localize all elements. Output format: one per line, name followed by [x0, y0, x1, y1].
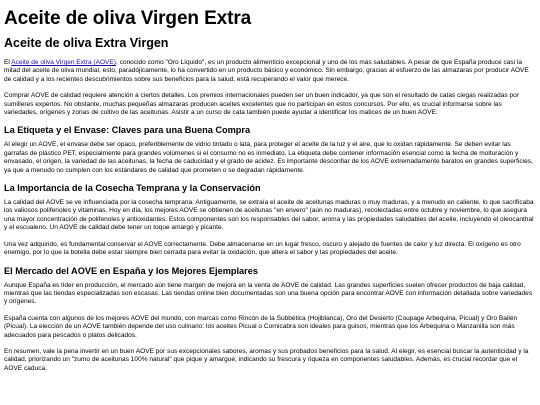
section-heading-harvest: La Importancia de la Cosecha Temprana y la Conservación — [4, 183, 261, 194]
intro-paragraph — [4, 59, 536, 84]
page-title: Aceite de oliva Virgen Extra — [4, 8, 252, 29]
conservation-paragraph: Una vez adquirido, es fundamental conservar el AOVE correctamente. Debe almacenarse en un lugar fresco, oscuro y alejado de fuentes de calor y luz directa. El oxígeno es otro enemigo, por lo que la botella debe estar siempre bien cerrada para evitar la oxidación, que altera el sabor y las propiedades del aceite. — [4, 240, 521, 257]
harvest-paragraph: La calidad del AOVE se ve influenciada por la cosecha temprana. Antiguamente, se extraía el aceite de aceitunas maduras o muy maduras, y a menudo en caliente, lo que sacrificaba los valiosos polifenoles y vitaminas. Hoy en día, los mejores AOVE se obtienen de aceitunas "en envero" (aún no maduras), recolectadas entre octubre y noviembre, lo que asegura una mayor concentración de polifenoles y antioxidantes. Estos componentes son los responsables del sabor, aroma y las propiedades saludables del aceite, incluyendo el oleocanthal y el escualeno. Un AOVE de calidad debe tener un toque amargo y picante. — [4, 199, 534, 232]
summary-paragraph: En resumen, vale la pena invertir en un buen AOVE por sus excepcionales sabores, aromas y sus probados beneficios para la salud. Al elegir, es esencial buscar la autenticidad y la calidad, priorizando un "zumo de aceitunas 100% natural" que pique y amargue, indicando su frescura y riqueza en componentes saludables. Además, es crucial recordar que el AOVE caduca. — [4, 347, 529, 372]
brands-paragraph: España cuenta con algunos de los mejores AOVE del mundo, con marcas como Rincón de la Subbética (Hojiblanca), Oro del Desierto (Coupage Arbequina, Picual) y Oro Bailén (Picual). La elección de un AOVE también depende del uso culinario: los aceites Picual o Cornicabra son ideales para guisos, mientras que los Arbequina o Manzanilla son más adecuados para pescados o platos delicados. — [4, 314, 518, 339]
article-subtitle: Aceite de oliva Extra Virgen — [4, 36, 169, 50]
section-heading-market: El Mercado del AOVE en España y los Mejores Ejemplares — [4, 265, 258, 276]
intro-text-after: , conocido como "Oro Líquido", es un producto alimenticio excepcional y uno de los más saludables. A pesar de que España produce casi la mitad del aceite de oliva mundial, esto, paradójicamente, lo ha convertido en un producto básico y económico. Sin embargo, gracias al esfuerzo de las almazaras por producir AOVE de calidad y a los recientes descubrimientos sobre sus beneficios para la salud, está recuperando el valor que merece. — [4, 59, 529, 83]
packaging-paragraph: Al elegir un AOVE, el envase debe ser opaco, preferiblemente de vidrio tintado o lata, para proteger el aceite de la luz y el aire, que lo oxidan rápidamente. Se deben evitar las garrafas de plástico PET, especialmente para grandes volúmenes si el consumo no es inmediato. La etiqueta debe contener información esencial como la fecha de molturación y envasado, el origen, la variedad de las aceitunas, la fecha de caducidad y el grado de acidez. Es importante desconfiar de los AOVE extremadamente baratos en grandes superficies, ya que a menudo no cumplen con los estándares de calidad que prometen o se degradan rápidamente. — [4, 141, 533, 174]
intro-text-before: El — [4, 59, 12, 66]
market-paragraph: Aunque España es líder en producción, el mercado aún tiene margen de mejora en la venta de AOVE de calidad. Las grandes superficies suelen ofrecer productos de baja calidad, mientras que las tiendas especializadas son escasas. Las tiendas online bien documentadas son una buena opción para encontrar AOVE con información detallada sobre variedades y orígenes. — [4, 281, 533, 306]
section-heading-label-packaging: La Etiqueta y el Envase: Claves para una Buena Compra — [4, 125, 251, 136]
aove-link[interactable]: Aceite de oliva Virgen Extra (AOVE) — [11, 59, 116, 66]
buying-paragraph: Comprar AOVE de calidad requiere atención a ciertos detalles. Los premios internacionales pueden ser un buen indicador, ya que son el resultado de catas ciegas realizadas por sumilleres expertos. No obstante, muchas pequeñas almazaras producen aceites excelentes que no participan en estos concursos. Por ello, es crucial informarse sobre las variedades, orígenes y zonas de cultivo de las aceitunas. Asistir a un curso de cata también puede ayudar a identificar los matices de un buen AOVE. — [4, 92, 519, 117]
